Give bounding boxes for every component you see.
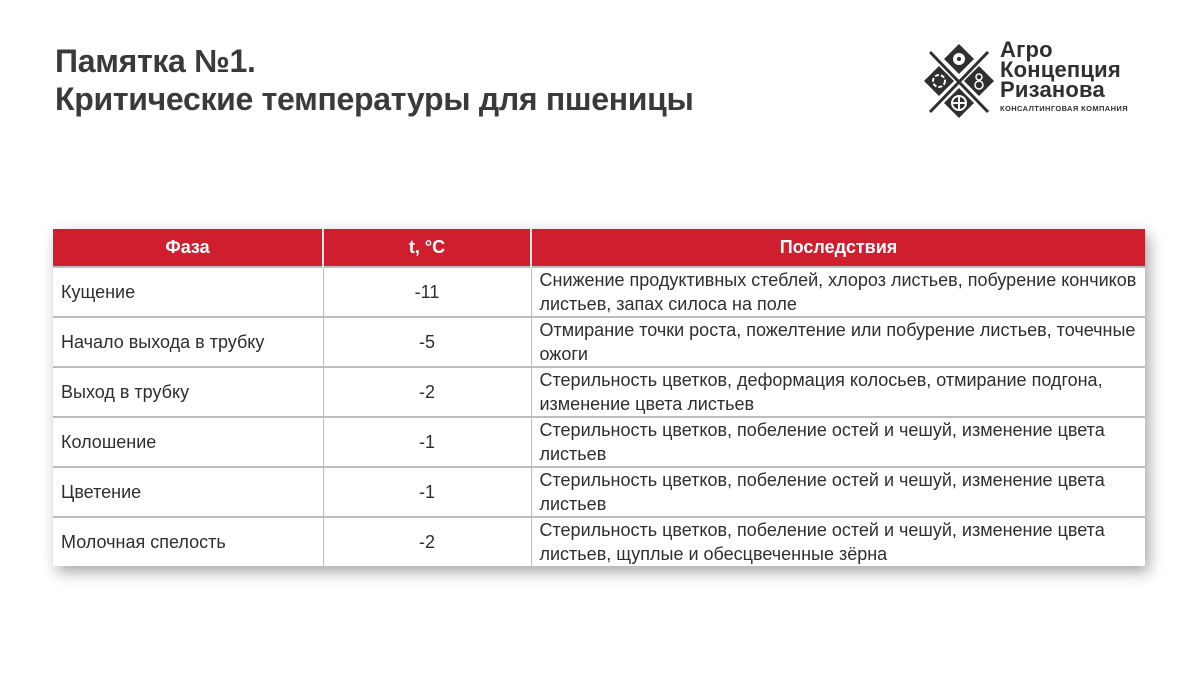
- consequences-cell: Стерильность цветков, деформация колосьев, отмирание подгона, изменение цвета листьев: [531, 367, 1145, 417]
- title-line-1: Памятка №1.: [55, 43, 256, 79]
- ornament-diamond-logo-icon: [922, 42, 996, 120]
- consequences-cell: Стерильность цветков, побеление остей и чешуй, изменение цвета листьев: [531, 417, 1145, 467]
- consequences-cell: Отмирание точки роста, пожелтение или побурение листьев, точечные ожоги: [531, 317, 1145, 367]
- table-row: [53, 517, 1145, 566]
- table-row: [53, 267, 1145, 317]
- header-phase: Фаза: [53, 229, 323, 267]
- critical-temperatures-table: [53, 229, 1145, 566]
- consequences-cell: Снижение продуктивных стеблей, хлороз листьев, побурение кончиков листьев, запах силоса на поле: [531, 267, 1145, 317]
- phase-cell: Молочная спелость: [53, 517, 323, 566]
- logo-wordmark: [1000, 37, 1128, 113]
- phase-cell: Колошение: [53, 417, 323, 467]
- consequences-cell: Стерильность цветков, побеление остей и чешуй, изменение цвета листьев, щуплые и обесцвеченные зёрна: [531, 517, 1145, 566]
- temperature-cell: -2: [323, 367, 531, 417]
- header-consequences: Последствия: [531, 229, 1145, 267]
- company-logo: [922, 37, 1162, 125]
- phase-cell: Выход в трубку: [53, 367, 323, 417]
- title-line-2: Критические температуры для пшеницы: [55, 81, 694, 117]
- logo-line-2: Концепция: [1000, 57, 1121, 82]
- temperature-cell: -1: [323, 417, 531, 467]
- temperature-cell: -5: [323, 317, 531, 367]
- phase-cell: Цветение: [53, 467, 323, 517]
- temperature-cell: -1: [323, 467, 531, 517]
- table-row: [53, 417, 1145, 467]
- temperature-cell: -2: [323, 517, 531, 566]
- logo-subtitle: КОНСАЛТИНГОВАЯ КОМПАНИЯ: [1000, 104, 1128, 113]
- page-title: [55, 42, 694, 118]
- phase-cell: Кущение: [53, 267, 323, 317]
- consequences-cell: Стерильность цветков, побеление остей и чешуй, изменение цвета листьев: [531, 467, 1145, 517]
- logo-line-1: Агро: [1000, 37, 1053, 62]
- table-header-row: [53, 229, 1145, 267]
- table-row: [53, 317, 1145, 367]
- table-row: [53, 367, 1145, 417]
- phase-cell: Начало выхода в трубку: [53, 317, 323, 367]
- table-row: [53, 467, 1145, 517]
- logo-line-3: Ризанова: [1000, 77, 1105, 102]
- header-temperature: t, °C: [323, 229, 531, 267]
- temperature-cell: -11: [323, 267, 531, 317]
